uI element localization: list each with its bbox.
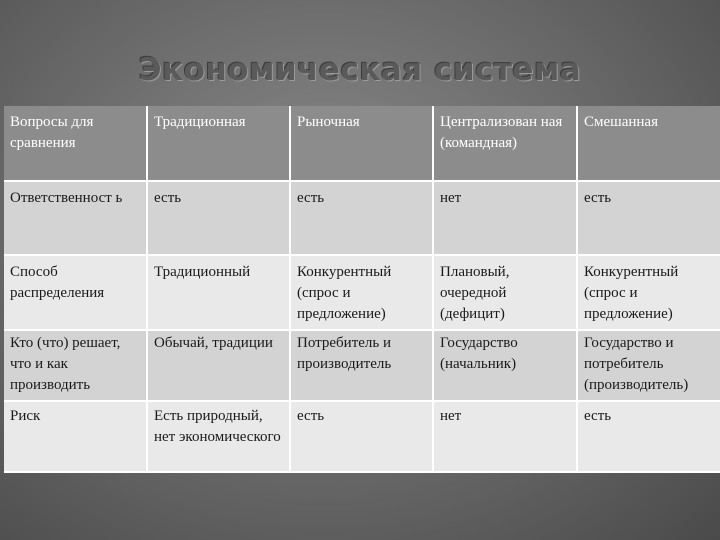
slide-title: Экономическая система (138, 52, 582, 88)
header-cell: Смешанная (577, 106, 720, 181)
table-cell: Конкурентный (спрос и предложение) (290, 255, 433, 330)
table-row (4, 330, 720, 401)
header-cell: Вопросы для сравнения (4, 106, 147, 181)
table-cell: есть (577, 181, 720, 255)
table-cell: Потребитель и производитель (290, 330, 433, 401)
comparison-table (4, 106, 720, 473)
table-cell: есть (290, 401, 433, 472)
table-cell: Есть природный, нет экономического (147, 401, 290, 472)
table-cell: нет (433, 401, 577, 472)
table-cell: Конкурентный (спрос и предложение) (577, 255, 720, 330)
table-cell: Плановый, очередной (дефицит) (433, 255, 577, 330)
table-row (4, 181, 720, 255)
row-label-cell: Кто (что) решает, что и как производить (4, 330, 147, 401)
row-label-cell: Риск (4, 401, 147, 472)
header-cell: Рыночная (290, 106, 433, 181)
header-cell: Централизован ная (командная) (433, 106, 577, 181)
header-cell: Традиционная (147, 106, 290, 181)
table-header-row (4, 106, 720, 181)
row-label-cell: Способ распределения (4, 255, 147, 330)
table-cell: нет (433, 181, 577, 255)
table-row (4, 401, 720, 472)
table-cell: Традиционный (147, 255, 290, 330)
table-cell: есть (147, 181, 290, 255)
table-cell: есть (290, 181, 433, 255)
table-cell: Государство и потребитель (производитель) (577, 330, 720, 401)
table-cell: Обычай, традиции (147, 330, 290, 401)
table-cell: есть (577, 401, 720, 472)
row-label-cell: Ответственност ь (4, 181, 147, 255)
table-row (4, 255, 720, 330)
table-cell: Государство (начальник) (433, 330, 577, 401)
